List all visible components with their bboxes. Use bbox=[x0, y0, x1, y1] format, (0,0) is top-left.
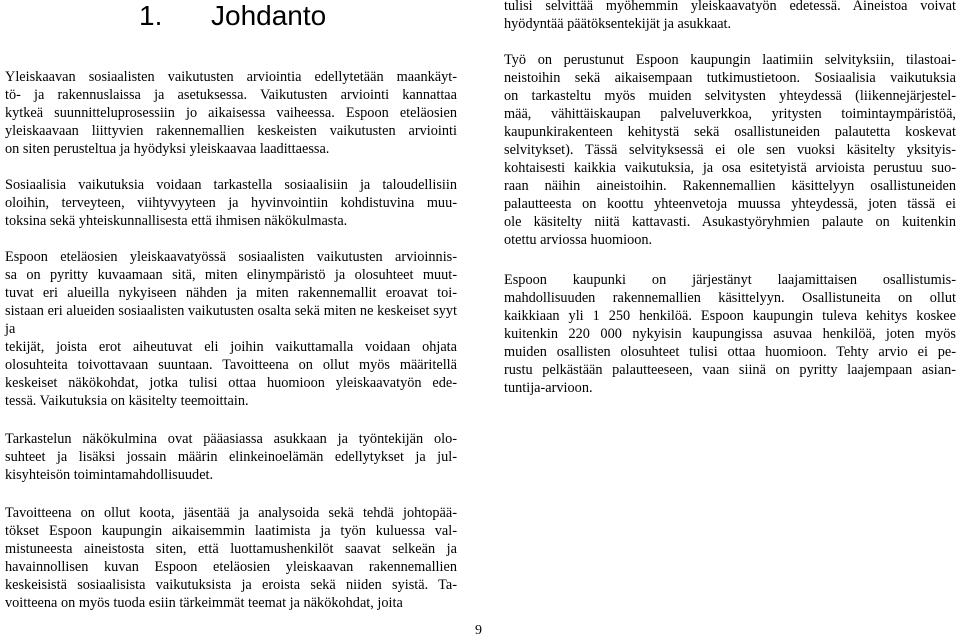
paragraph bbox=[5, 504, 457, 612]
text-line: rustu pelkästään palautteeseen, vaan siinä on pyritty laajempaan asian- bbox=[504, 362, 956, 378]
text-line: Yleiskaavan sosiaalisten vaikutusten arviointia edellytetään maankäyt- bbox=[5, 69, 457, 85]
text-line: kisyhteisön toimintamahdollisuudet. bbox=[5, 467, 214, 483]
paragraph bbox=[504, 51, 956, 249]
text-line: sistaan eri alueiden sosiaalisten vaikutusten osalta sekä miten ne keskeiset syyt ja bbox=[5, 303, 457, 337]
chapter-number: 1. bbox=[139, 0, 163, 31]
text-line: mistuneesta aineistosta siten, että luottamushenkilöt saavat selkeän ja bbox=[5, 541, 457, 557]
text-line: kuitenkin 220 000 nykyisin kaupungissa asuvaa henkilöä, joten myös bbox=[504, 326, 956, 342]
chapter-heading bbox=[139, 0, 326, 34]
chapter-title: Johdanto bbox=[211, 0, 327, 31]
text-line: keskeiset näkökohdat, jotka tulisi ottaa huomioon yleiskaavatyön ede- bbox=[5, 375, 457, 391]
text-line: tö- ja rakennuslaissa ja asetuksessa. Vaikutusten arviointi kannattaa bbox=[5, 87, 457, 103]
text-line: keskeisistä sosiaalisista vaikutuksista ja eroista sekä niiden syistä. Ta- bbox=[5, 577, 457, 593]
text-line: mää, vähittäiskaupan palveluverkkoa, yritysten toimintaympäristöä, bbox=[504, 106, 956, 122]
text-line: kohtaisesti kaikkia vaikutuksia, ja osa esitetyistä arvioista perustuu suo- bbox=[504, 160, 956, 176]
text-line: on tarkasteltu myös muiden selvitysten yhteydessä (liikennejärjestel- bbox=[504, 88, 956, 104]
paragraph bbox=[5, 430, 457, 484]
text-line: voitteena on myös tuoda esiin tärkeimmät teemat ja näkökohdat, joita bbox=[5, 595, 403, 611]
text-line: tulisi selvittää myöhemmin yleiskaavatyön edetessä. Aineistoa voivat bbox=[504, 0, 956, 14]
text-line: ole käsitelty niitä kattavasti. Asukastyöryhmien palaute on kuitenkin bbox=[504, 214, 956, 230]
text-line: mahdollisuuden rakennemallien käsittelyyn. Osallistuneita on ollut bbox=[504, 290, 956, 306]
paragraph bbox=[5, 68, 457, 158]
text-line: neistoihin sekä aikaisempaan tutkimustietoon. Sosiaalisia vaikutuksia bbox=[504, 70, 956, 86]
text-line: toksina sekä yhteiskunnallisesta että ihmisen näkökulmasta. bbox=[5, 213, 348, 229]
right-column bbox=[504, 51, 956, 397]
text-line: tuntija-arvioon. bbox=[504, 380, 593, 396]
text-line: palautteesta on koottu yhteenvetoja muussa yhteydessä, joten tässä ei bbox=[504, 196, 956, 212]
text-line: havainnollisen kuvan Espoon eteläosien yleiskaavan rakennemallien bbox=[5, 559, 457, 575]
text-line: Tarkastelun näkökulmina ovat pääasiassa asukkaan ja työntekijän olo- bbox=[5, 431, 457, 447]
text-line: selvitykset). Tässä selvityksessä ei ole sen vuoksi käsitelty yksityis- bbox=[504, 142, 956, 158]
text-line: tökset Espoon kaupungin aikaisemmin laatimista ja työn kuluessa val- bbox=[5, 523, 457, 539]
text-line: olosuhteita toivottavaan suuntaan. Tavoitteena on ollut myös määritellä bbox=[5, 357, 457, 373]
text-line: kaupunkirakenteen kehitystä sekä osallistuneiden palautetta koskevat bbox=[504, 124, 956, 140]
text-line: oloihin, terveyteen, viihtyvyyteen ja hyvinvointiin kohdistuvina muu- bbox=[5, 195, 457, 211]
paragraph bbox=[504, 271, 956, 397]
text-line: Työ on perustunut Espoon kaupungin laatimiin selvityksiin, tilastoai- bbox=[504, 52, 956, 68]
text-line: muiden osallisten olosuhteet tulisi ottaa huomioon. Tehty arvio ei pe- bbox=[504, 344, 956, 360]
text-line: tessä. Vaikutuksia on käsitelty teemoittain. bbox=[5, 393, 249, 409]
left-column bbox=[5, 68, 457, 612]
text-line: Tavoitteena on ollut koota, jäsentää ja analysoida sekä tehdä johtopää- bbox=[5, 505, 457, 521]
text-line: tuvat eri alueilla nykyiseen nähden ja miten rakennemallit eroavat toi- bbox=[5, 285, 457, 301]
text-line: otettu arviossa huomioon. bbox=[504, 232, 653, 248]
text-line: raan näihin aineistoihin. Rakennemallien käsittelyyn osallistuneiden bbox=[504, 178, 956, 194]
text-line: Espoon kaupunki on järjestänyt laajamittaisen osallistumis- bbox=[504, 272, 956, 288]
paragraph bbox=[5, 248, 457, 410]
text-line: sa on pyritty kuvaamaan sitä, miten elinympäristö ja olosuhteet muut- bbox=[5, 267, 457, 283]
text-line: Espoon eteläosien yleiskaavatyössä sosiaalisten vaikutusten arvioinnis- bbox=[5, 249, 457, 265]
page-number: 9 bbox=[475, 623, 482, 638]
text-line: kaikkiaan yli 1 250 henkilöä. Espoon kaupungin tuleva kehitys koskee bbox=[504, 308, 956, 324]
text-line: on siten perusteltua ja hyödyksi yleiskaavaa laadittaessa. bbox=[5, 141, 330, 157]
text-line: suhteet ja lisäksi jossain määrin elinkeinoelämän edellytykset ja jul- bbox=[5, 449, 457, 465]
text-line: hyödyntää päätöksentekijät ja asukkaat. bbox=[504, 16, 732, 32]
text-line: tekijät, joista erot aiheutuvat eli joihin vaikuttamalla voidaan ohjata bbox=[5, 339, 457, 355]
text-line: yleiskaavaan liittyvien rakennemallien keskeisten vaikutusten arviointi bbox=[5, 123, 457, 139]
right-column-continuation bbox=[504, 0, 956, 33]
text-line: Sosiaalisia vaikutuksia voidaan tarkastella sosiaalisiin ja taloudellisiin bbox=[5, 177, 457, 193]
paragraph bbox=[5, 176, 457, 230]
text-line: kytkeä suunnitteluprosessiin jo aikaisessa vaiheessa. Espoon eteläosien bbox=[5, 105, 457, 121]
